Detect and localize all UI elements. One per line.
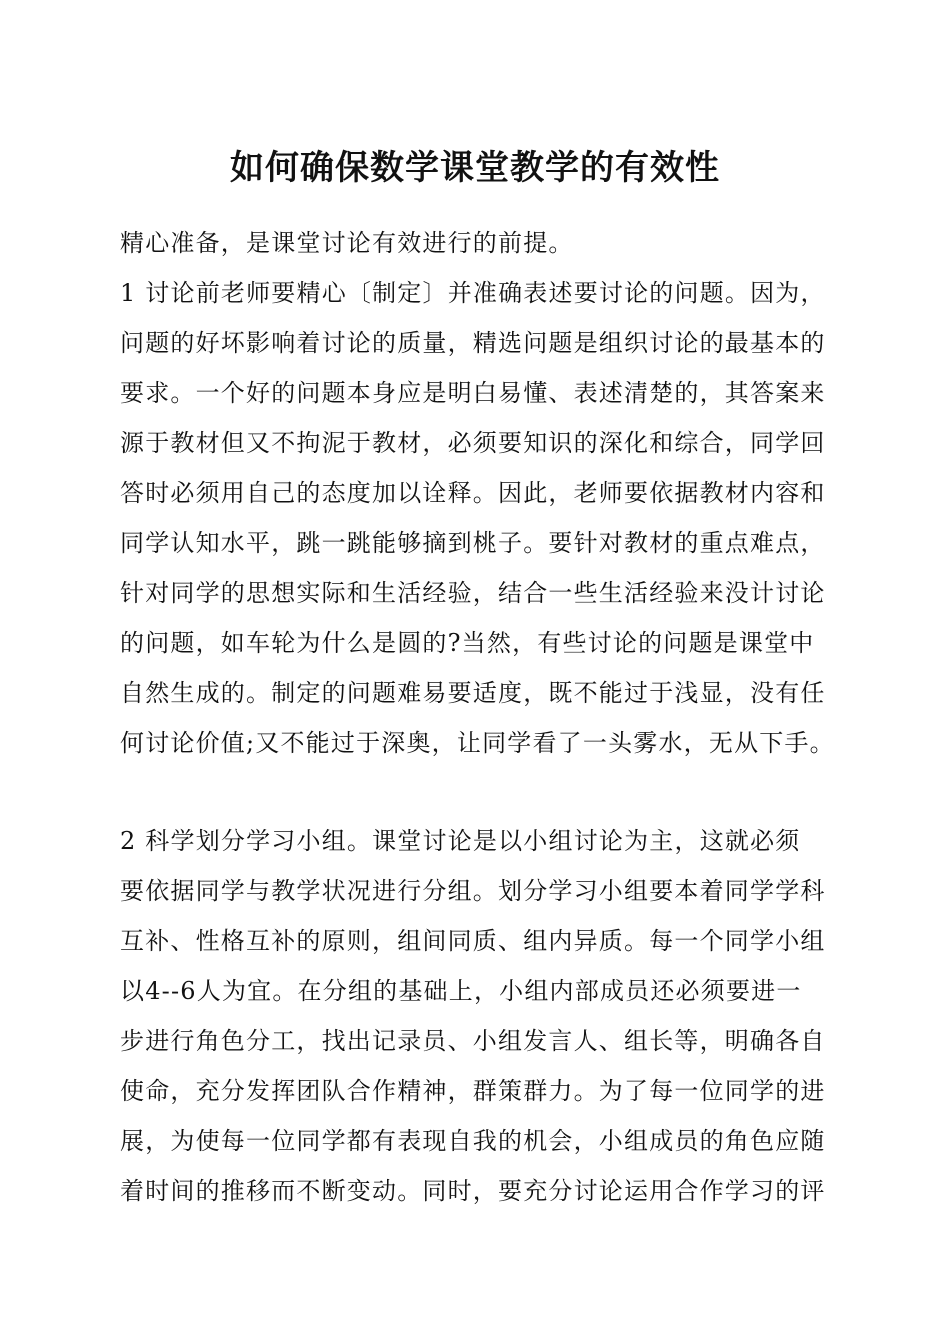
text-line: 精心准备，是课堂讨论有效进行的前提。 bbox=[120, 229, 574, 257]
document-title: 如何确保数学课堂教学的有效性 bbox=[230, 148, 720, 188]
text-line: 的问题，如车轮为什么是圆的?当然，有些讨论的问题是课堂中 bbox=[120, 629, 815, 657]
text-line: 要依据同学与教学状况进行分组。划分学习小组要本着同学学科 bbox=[120, 877, 826, 905]
text-line: 答时必须用自己的态度加以诠释。因此，老师要依据教材内容和 bbox=[120, 479, 826, 507]
text-line: 以4--6人为宜。在分组的基础上，小组内部成员还必须要进一 bbox=[120, 977, 802, 1005]
text-line: 问题的好坏影响着讨论的质量，精选问题是组织讨论的最基本的 bbox=[120, 329, 826, 357]
text-line: 步进行角色分工，找出记录员、小组发言人、组长等，明确各自 bbox=[120, 1027, 826, 1055]
text-line: 针对同学的思想实际和生活经验，结合一些生活经验来没计讨论 bbox=[120, 579, 826, 607]
text-line: 着时间的推移而不断变动。同时，要充分讨论运用合作学习的评 bbox=[120, 1177, 826, 1205]
text-line: 自然生成的。制定的问题难易要适度，既不能过于浅显，没有任 bbox=[120, 679, 826, 707]
text-line: 使命，充分发挥团队合作精神，群策群力。为了每一位同学的进 bbox=[120, 1077, 826, 1105]
text-line: 互补、性格互补的原则，组间同质、组内异质。每一个同学小组 bbox=[120, 927, 826, 955]
text-line: 展，为使每一位同学都有表现自我的机会，小组成员的角色应随 bbox=[120, 1127, 826, 1155]
text-line: 2 科学划分学习小组。课堂讨论是以小组讨论为主，这就必须 bbox=[120, 827, 801, 855]
text-line: 何讨论价值;又不能过于深奥，让同学看了一头雾水，无从下手。 bbox=[120, 729, 835, 757]
text-line: 1 讨论前老师要精心〔制定〕并准确表述要讨论的问题。因为， bbox=[120, 279, 826, 307]
text-line: 源于教材但又不拘泥于教材，必须要知识的深化和综合，同学回 bbox=[120, 429, 826, 457]
text-line: 要求。一个好的问题本身应是明白易懂、表述清楚的，其答案来 bbox=[120, 379, 826, 407]
text-line: 同学认知水平，跳一跳能够摘到桃子。要针对教材的重点难点， bbox=[120, 529, 826, 557]
